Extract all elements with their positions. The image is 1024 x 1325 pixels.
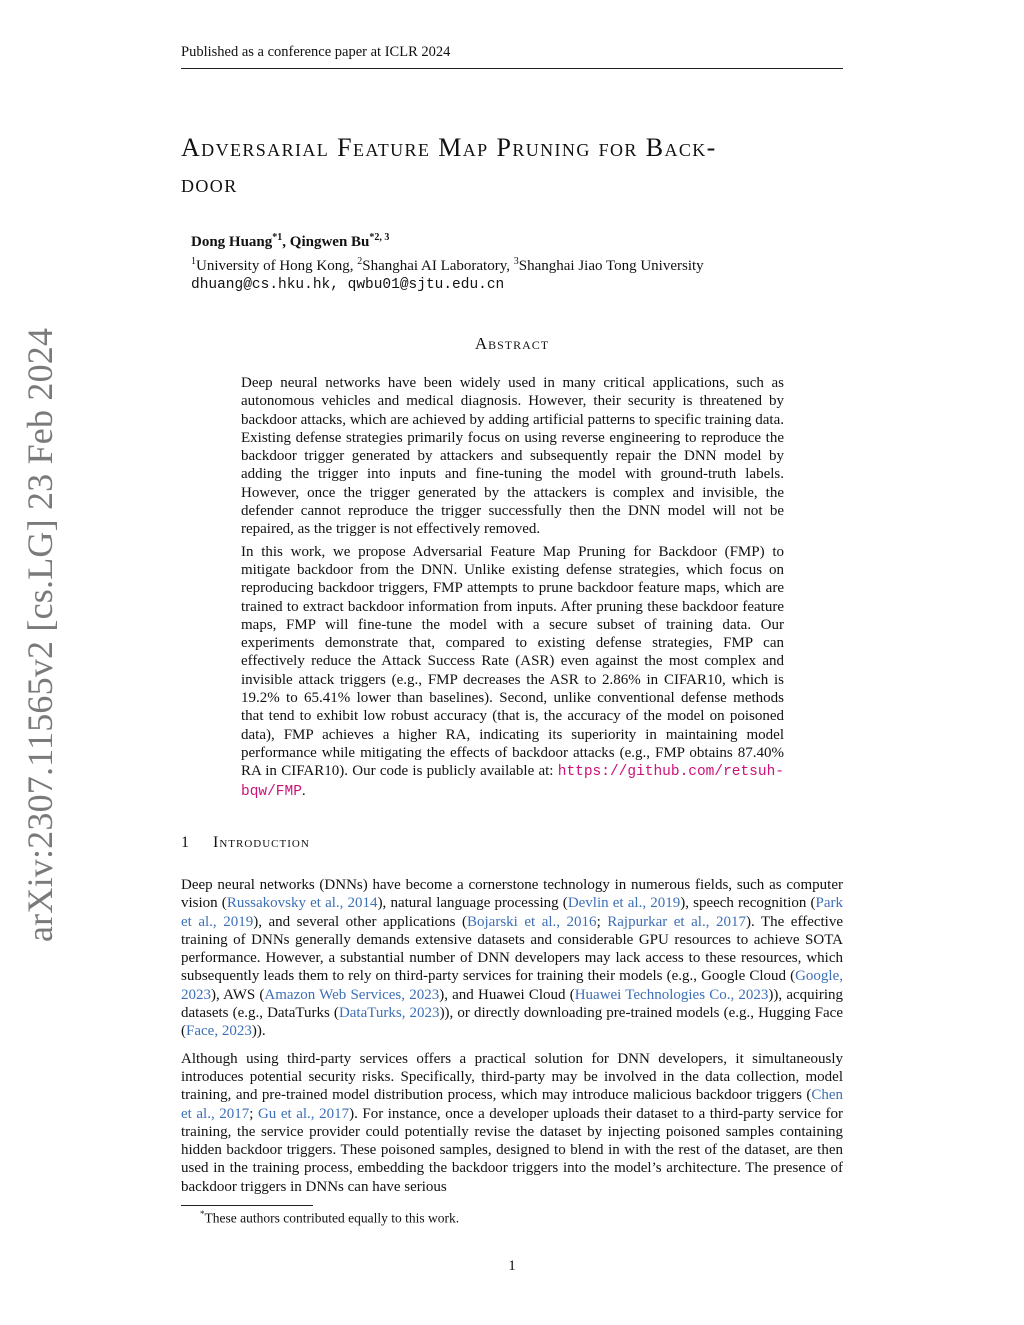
abstract-paragraph-2-text: In this work, we propose Adversarial Feature Map Pruning for Backdoor (FMP) to mitigate backdoor from the DNN. Unlike existing defense strategies, which focus on reproducing backdoor triggers, FMP attempts to prune backdoor feature maps, which are trained to extract backdoor information from inputs. After pruning these backdoor feature maps, FMP will fine-tune the model with a secure subset of training data. Our experiments demonstrate that, compared to existing defense strategies, FMP can effectively reduce the Attack Success Rate (ASR) even against the most complex and invisible attack triggers (e.g., FMP decreases the ASR to 2.86% in CIFAR10, which is 19.2% to 65.41% lower than baselines). Second, unlike conventional defense methods that tend to exhibit low robust accuracy (that is, the accuracy of the model on poisoned data), FMP achieves a higher RA, indicating its superiority in maintaining model performance while mitigating the effects of backdoor attacks (e.g., FMP obtains 87.40% RA in CIFAR10). Our code is publicly available at: — [241, 543, 784, 780]
author-block — [191, 228, 831, 295]
citation-link[interactable]: Bojarski et al., 2016 — [467, 913, 597, 930]
footnote-text: These authors contributed equally to this work. — [204, 1210, 460, 1226]
citation-link[interactable]: Huawei Technologies Co., 2023 — [574, 986, 769, 1003]
affiliation-1: University of Hong Kong, — [196, 258, 358, 274]
text-segment: ; — [596, 913, 608, 930]
text-segment: ), and Huawei Cloud ( — [439, 986, 575, 1003]
text-segment: ), and several other applications ( — [253, 913, 467, 930]
introduction-body — [181, 876, 843, 1205]
abstract-paragraph-2 — [241, 543, 784, 801]
footnote-mark: * — [200, 1209, 205, 1219]
author-2-name: Qingwen Bu — [289, 234, 370, 250]
text-segment: ). The effective training of DNNs generally demands extensive datasets and considerable GPU resources to achieve SOTA performance. However, a substantial number of DNN developers may lack access to these resources, which subsequently leads them to rely on third-party services for training their models (e.g., Google Cloud ( — [181, 913, 843, 985]
abstract — [241, 374, 784, 805]
section-heading-introduction — [181, 834, 581, 852]
citation-link[interactable]: Face, 2023 — [186, 1023, 252, 1040]
citation-link[interactable]: Rajpurkar et al., 2017 — [607, 913, 746, 930]
citation-link[interactable]: Google, 2023 — [181, 968, 843, 1003]
affiliation-3: Shanghai Jiao Tong University — [518, 258, 704, 274]
text-segment: ), AWS ( — [211, 986, 265, 1003]
text-segment: ), natural language processing ( — [377, 895, 568, 912]
citation-link[interactable]: Gu et al., 2017 — [257, 1105, 350, 1122]
author-names — [191, 228, 831, 252]
affiliation-2: Shanghai AI Laboratory, — [362, 258, 514, 274]
affiliation-1-mark: 1 — [191, 256, 196, 267]
author-separator: , — [282, 234, 290, 250]
text-segment: ), speech recognition ( — [680, 895, 816, 912]
text-segment: ; — [249, 1105, 258, 1122]
author-2-marks: *2, 3 — [369, 232, 390, 243]
abstract-paragraph-2-end: . — [301, 782, 306, 799]
citation-link[interactable]: Russakovsky et al., 2014 — [226, 895, 378, 912]
affiliation-3-mark: 3 — [513, 256, 519, 267]
text-segment: Although using third-party services offers a practical solution for DNN developers, it simultaneously introduces potential security risks. Specifically, third-party may be involved in the data collection, model training, and pre-trained model distribution process, which may introduce malicious backdoor triggers ( — [181, 1050, 843, 1104]
arxiv-identifier: arXiv:2307.11565v2 [cs.LG] 23 Feb 2024 — [20, 327, 60, 942]
affiliation-2-mark: 2 — [357, 256, 363, 267]
code-repository-link[interactable]: https://github.com/retsuh-bqw/FMP — [241, 764, 784, 800]
citation-link[interactable]: DataTurks, 2023 — [338, 1005, 440, 1022]
author-1-marks: *1 — [272, 232, 283, 243]
paper-title — [181, 130, 851, 202]
section-title: Introduction — [213, 834, 310, 851]
text-segment: )), or directly downloading pre-trained models (e.g., Hugging Face ( — [181, 1005, 843, 1040]
abstract-paragraph-1: Deep neural networks have been widely used in many critical applications, such as autonomous vehicles and medical diagnosis. However, their security is threatened by backdoor attacks, which are achieved by adding artificial patterns to specific training data. Existing defense strategies primarily focus on using reverse engineering to reproduce the backdoor trigger generated by attackers and subsequently repair the DNN model by adding the trigger into inputs and fine-tuning the model with ground-truth labels. However, once the trigger generated by the attackers is complex and invisible, the defender cannot reproduce the trigger successfully then the DNN model will not be repaired, as the trigger is not effectively removed. — [241, 375, 784, 538]
author-emails: dhuang@cs.hku.hk, qwbu01@sjtu.edu.cn — [191, 277, 505, 293]
author-1-name: Dong Huang — [191, 234, 273, 250]
intro-paragraph-2 — [181, 1050, 843, 1196]
intro-paragraph-1 — [181, 876, 843, 1041]
text-segment: )). — [251, 1023, 266, 1040]
citation-link[interactable]: Amazon Web Services, 2023 — [264, 986, 440, 1003]
abstract-heading: Abstract — [474, 334, 550, 353]
title-line-1: Adversarial Feature Map Pruning for Back- — [181, 133, 717, 162]
title-line-2: door — [181, 169, 238, 198]
affiliations — [191, 252, 831, 276]
section-number: 1 — [181, 834, 190, 851]
running-head: Published as a conference paper at ICLR 2024 — [181, 44, 843, 69]
page-number: 1 — [508, 1258, 516, 1274]
text-segment: Deep neural networks (DNNs) have become a cornerstone technology in numerous fields, such as computer vision ( — [181, 877, 843, 912]
footnote — [200, 1209, 459, 1227]
citation-link[interactable]: Park et al., 2019 — [181, 895, 844, 930]
citation-link[interactable]: Devlin et al., 2019 — [567, 895, 681, 912]
citation-link[interactable]: Chen et al., 2017 — [181, 1087, 843, 1122]
footnote-rule — [181, 1205, 313, 1206]
text-segment: )), acquiring datasets (e.g., DataTurks ( — [181, 986, 843, 1022]
text-segment: ). For instance, once a developer uploads their dataset to a third-party service for training, the service provider could potentially revise the dataset by injecting poisoned samples containing hidden backdoor triggers. These poisoned samples, designed to blend in with the rest of the dataset, are then used in the training process, embedding the backdoor triggers into the model’s architecture. The presence of backdoor triggers in DNNs can have serious — [181, 1105, 843, 1195]
